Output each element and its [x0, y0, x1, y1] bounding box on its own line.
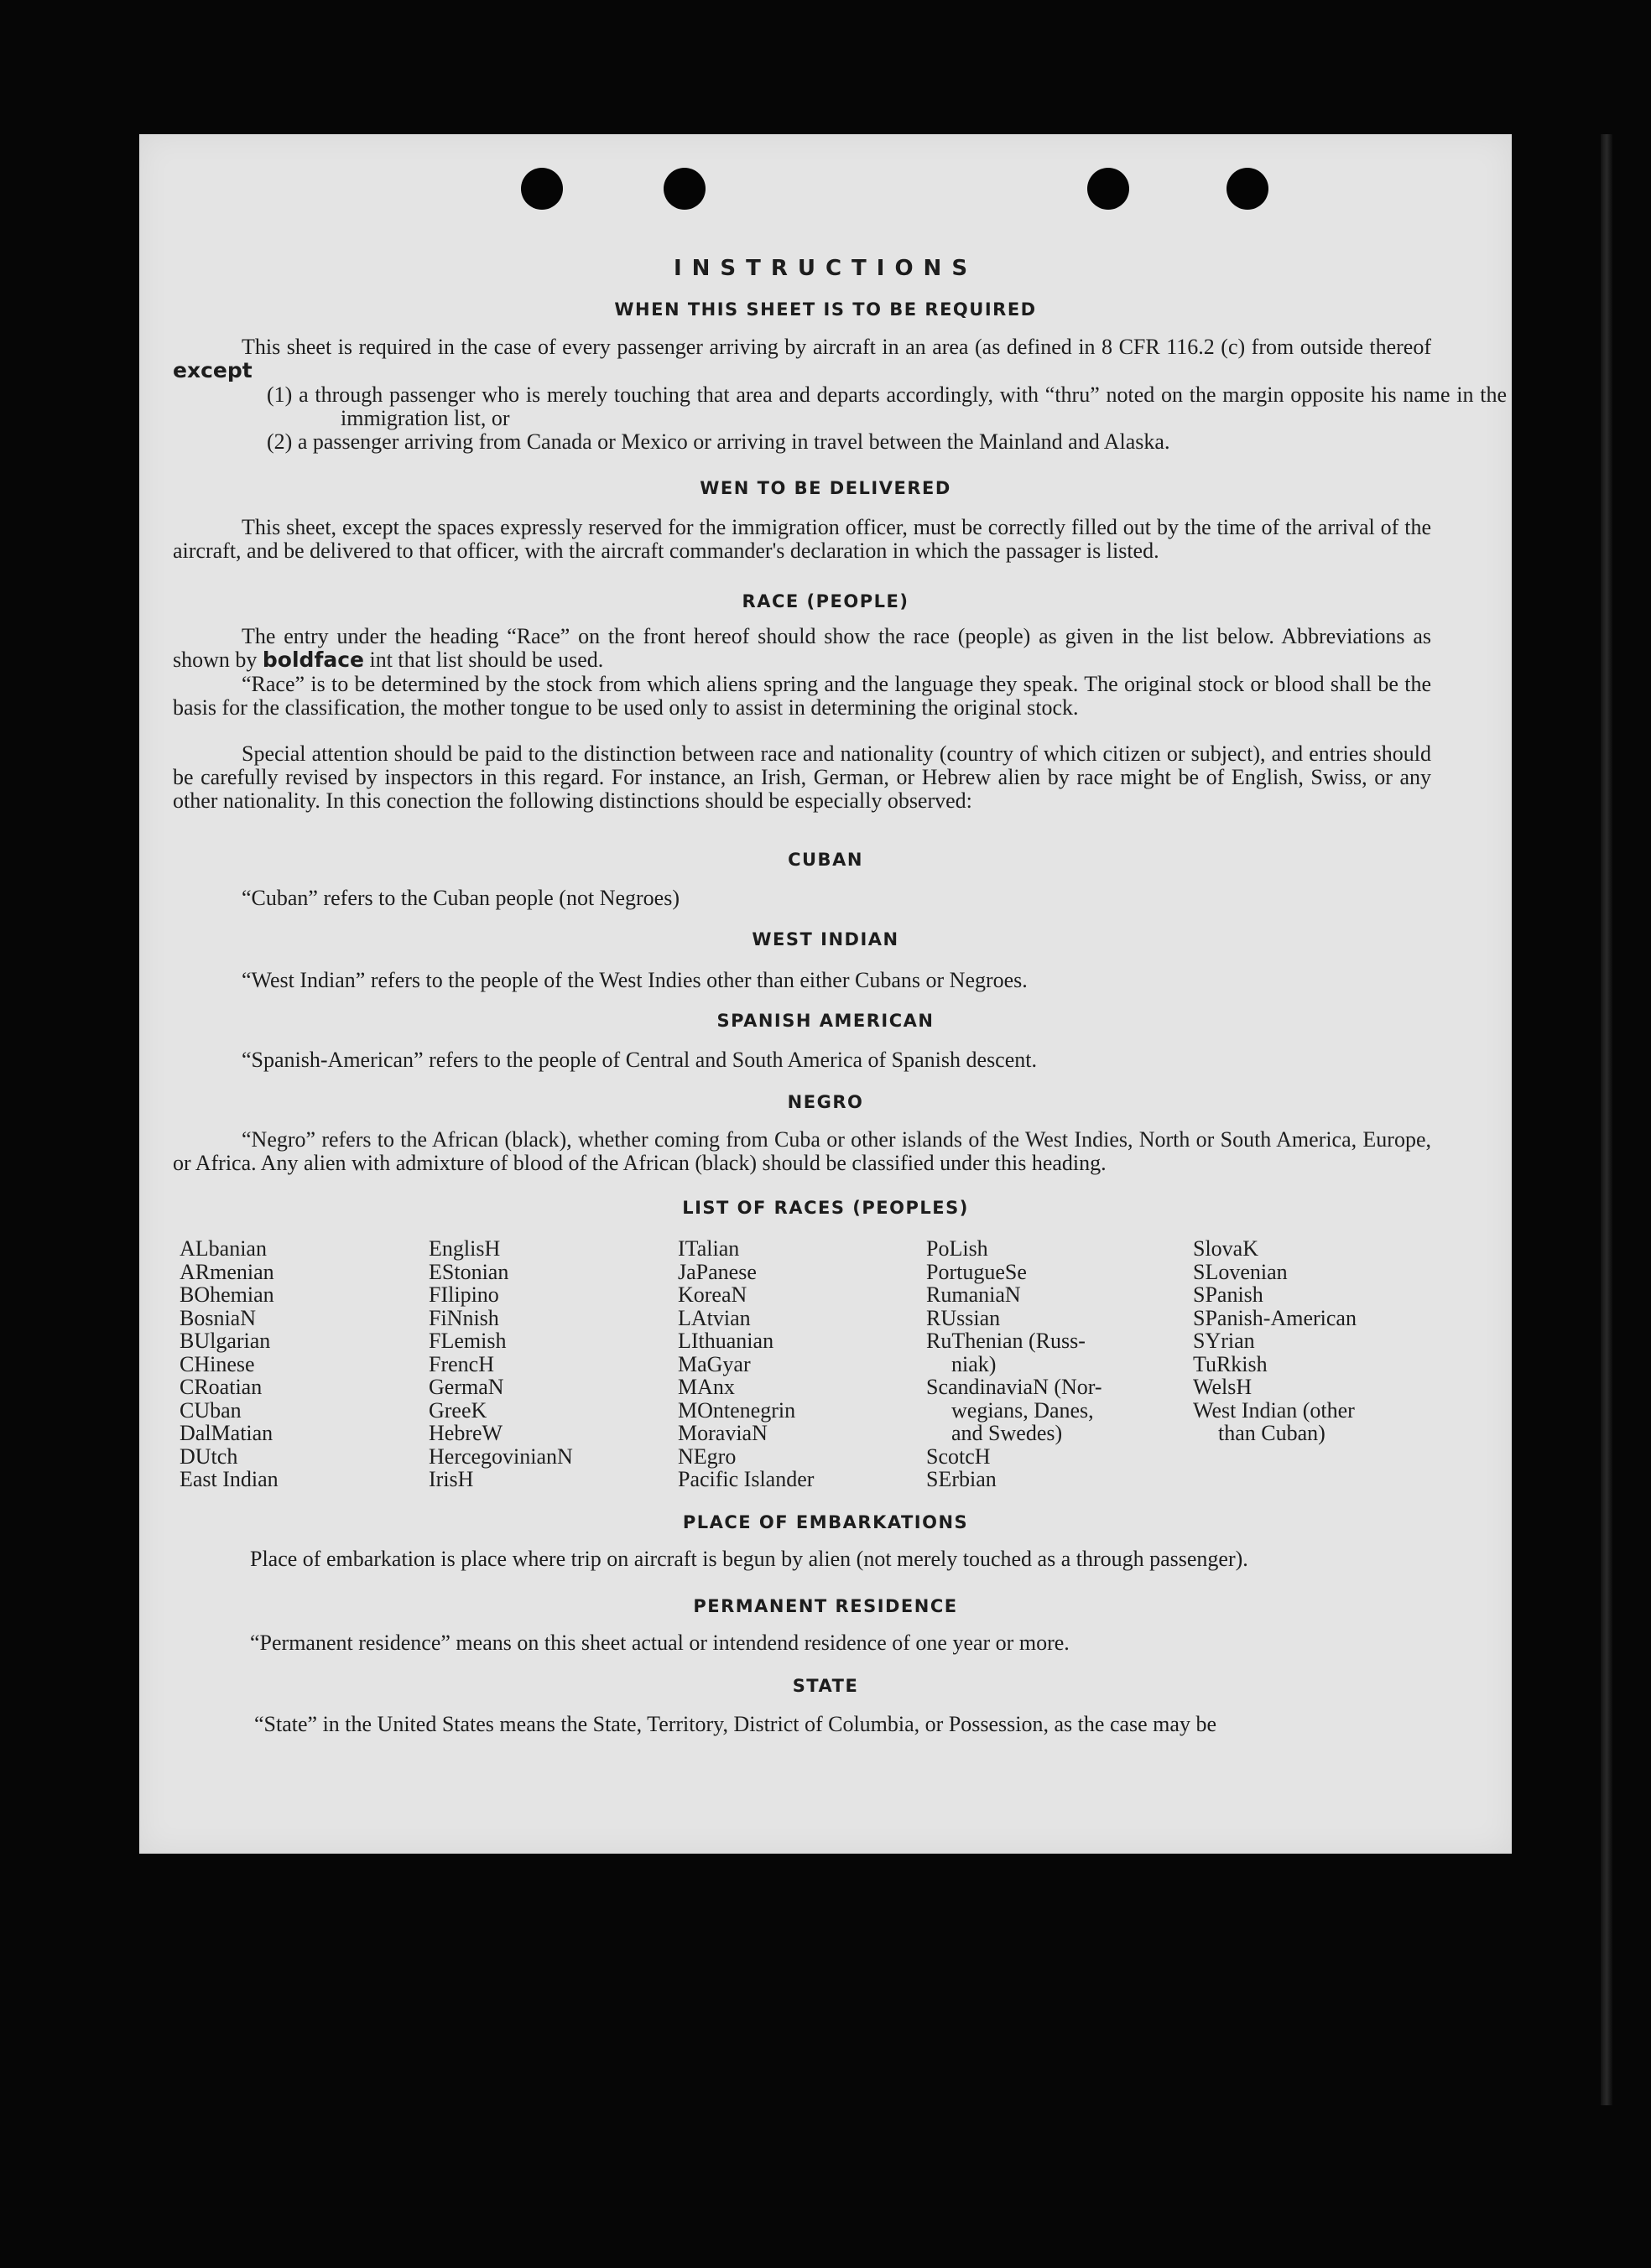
- race-entry: PoLish: [926, 1236, 988, 1261]
- punch-hole: [521, 168, 563, 210]
- race-entry: FLemish: [429, 1329, 507, 1353]
- race-entry: EStonian: [429, 1259, 509, 1284]
- embarkation-text: Place of embarkation is place where trip on aircraft is begun by alien (not merely touched as a through passenger).: [250, 1547, 1248, 1571]
- section-heading-delivered: WEN TO BE DELIVERED: [700, 478, 951, 498]
- race-entry: PortugueSe: [926, 1259, 1027, 1284]
- race-entry-continued: and Swedes): [951, 1421, 1063, 1445]
- race-entry: SPanish-American: [1193, 1305, 1357, 1330]
- race-entry: CHinese: [180, 1351, 255, 1376]
- race-entry: ITalian: [678, 1236, 740, 1261]
- race-column-3: [678, 1237, 814, 1491]
- section-heading-spanish-american: SPANISH AMERICAN: [716, 1011, 935, 1031]
- race-entry: MaGyar: [678, 1351, 751, 1376]
- race-entry: BOhemian: [180, 1282, 274, 1307]
- section-heading-negro: NEGRO: [787, 1092, 864, 1112]
- race-entry: BosniaN: [180, 1305, 256, 1330]
- race-entry: WelsH: [1193, 1375, 1253, 1399]
- race-entry: SLovenian: [1193, 1259, 1288, 1284]
- race-entry: RuThenian (Russ-: [926, 1329, 1086, 1353]
- race-entry: ALbanian: [180, 1236, 267, 1261]
- race-entry: DUtch: [180, 1444, 238, 1469]
- race-entry: ARmenian: [180, 1259, 274, 1284]
- race-entry: HercegovinianN: [429, 1444, 573, 1469]
- permanent-residence-text: “Permanent residence” means on this sheet actual or intendend residence of one year or more.: [250, 1631, 1070, 1655]
- race-entry: NEgro: [678, 1444, 737, 1469]
- race-entry: FrencH: [429, 1351, 494, 1376]
- negro-text: “Negro” refers to the African (black), whether coming from Cuba or other islands of the West Indies, North or South America, Europe, or Africa. Any alien with admixture of blood of the African (black) should be classified under this heading.: [173, 1127, 1431, 1175]
- exception-item-2: (2) a passenger arriving from Canada or Mexico or arriving in travel between the Mainland and Alaska.: [267, 429, 1170, 454]
- section-heading-when-required: WHEN THIS SHEET IS TO BE REQUIRED: [614, 299, 1037, 320]
- race-entry: MOntenegrin: [678, 1397, 796, 1423]
- race-column-1: [180, 1237, 279, 1491]
- race-entry: CRoatian: [180, 1375, 263, 1399]
- delivered-text: This sheet, except the spaces expressly reserved for the immigration officer, must be correctly filled out by the time of the arrival of the aircraft, and be delivered to that officer, with the aircraft commander's declaration in which the passager is listed.: [173, 515, 1431, 563]
- race-entry: SPanish: [1193, 1282, 1263, 1307]
- race-entry: CUban: [180, 1397, 242, 1423]
- page-title: INSTRUCTIONS: [673, 256, 978, 281]
- section-heading-state: STATE: [792, 1676, 859, 1696]
- race-entry: BUlgarian: [180, 1329, 271, 1353]
- section-heading-embarkation: PLACE OF EMBARKATIONS: [682, 1512, 969, 1532]
- race-entry: MAnx: [678, 1375, 735, 1399]
- race-entry: West Indian (other: [1193, 1397, 1355, 1423]
- section-heading-permanent-residence: PERMANENT RESIDENCE: [693, 1596, 958, 1616]
- race-entry: ScotcH: [926, 1444, 991, 1469]
- race-column-5: [1193, 1237, 1357, 1445]
- race-paragraph-2: “Race” is to be determined by the stock from which aliens spring and the language they speak. The original stock or blood shall be the basis for the classification, the mother tongue to be used only to assist in determining the original stock.: [173, 672, 1431, 720]
- race-entry: ScandinaviaN (Nor-: [926, 1375, 1102, 1399]
- race-entry: KoreaN: [678, 1282, 747, 1307]
- when-required-intro: This sheet is required in the case of every passenger arriving by aircraft in an area (as defined in 8 CFR 116.2 (c) from outside thereof except: [173, 335, 1431, 382]
- race-entry: FiNnish: [429, 1305, 499, 1330]
- race-entry-continued: than Cuban): [1218, 1421, 1325, 1445]
- state-text: “State” in the United States means the State, Territory, District of Columbia, or Possession, as the case may be: [254, 1712, 1216, 1736]
- race-entry: FIlipino: [429, 1282, 499, 1307]
- race-entry: MoraviaN: [678, 1421, 768, 1445]
- race-entry: GreeK: [429, 1397, 487, 1423]
- race-entry: EnglisH: [429, 1236, 501, 1261]
- race-entry: IrisH: [429, 1467, 474, 1491]
- section-heading-cuban: CUBAN: [788, 850, 863, 870]
- race-entry: GermaN: [429, 1375, 504, 1399]
- race-entry: LAtvian: [678, 1305, 751, 1330]
- race-entry: DalMatian: [180, 1421, 273, 1445]
- instruction-sheet: [139, 134, 1512, 1854]
- punch-hole: [1227, 168, 1268, 210]
- boldface-word: boldface: [262, 648, 364, 672]
- race-paragraph-1: The entry under the heading “Race” on the front hereof should show the race (people) as given in the list below. Abbreviations as shown by boldface int that list should be used.: [173, 624, 1431, 672]
- race-entry: SErbian: [926, 1467, 997, 1491]
- race-entry-continued: niak): [951, 1351, 997, 1376]
- race-entry: Pacific Islander: [678, 1467, 815, 1491]
- race-entry: HebreW: [429, 1421, 503, 1445]
- race-paragraph-3: Special attention should be paid to the distinction between race and nationality (country of which citizen or subject), and entries should be carefully revised by inspectors in this regard. For instance, an Irish, German, or Hebrew alien by race might be of English, Swiss, or any other nationality. In this conection the following distinctions should be especially observed:: [173, 741, 1431, 813]
- except-word: except: [173, 358, 253, 382]
- spanish-american-text: “Spanish-American” refers to the people of Central and South America of Spanish descent.: [242, 1048, 1037, 1072]
- race-entry: East Indian: [180, 1467, 279, 1491]
- race-entry: JaPanese: [678, 1259, 757, 1284]
- scan-border: [1601, 134, 1612, 2105]
- race-entry: SlovaK: [1193, 1236, 1258, 1261]
- race-entry: SYrian: [1193, 1329, 1255, 1353]
- punch-hole: [664, 168, 706, 210]
- race-entry: RUssian: [926, 1305, 1001, 1330]
- race-entry: TuRkish: [1193, 1351, 1268, 1376]
- cuban-text: “Cuban” refers to the Cuban people (not Negroes): [242, 886, 680, 910]
- race-entry: LIthuanian: [678, 1329, 774, 1353]
- section-heading-race: RACE (PEOPLE): [742, 591, 909, 611]
- exception-item-1: (1) a through passenger who is merely touching that area and departs accordingly, with “thru” noted on the margin opposite his name in the immigration list, or: [267, 382, 1507, 430]
- section-heading-west-indian: WEST INDIAN: [752, 929, 899, 949]
- race-column-4: [926, 1237, 1102, 1491]
- section-heading-list-of-races: LIST OF RACES (PEOPLES): [682, 1198, 969, 1218]
- race-column-2: [429, 1237, 573, 1491]
- race-entry-continued: wegians, Danes,: [951, 1397, 1094, 1423]
- west-indian-text: “West Indian” refers to the people of the West Indies other than either Cubans or Negroes.: [242, 968, 1028, 992]
- punch-hole: [1087, 168, 1129, 210]
- race-entry: RumaniaN: [926, 1282, 1021, 1307]
